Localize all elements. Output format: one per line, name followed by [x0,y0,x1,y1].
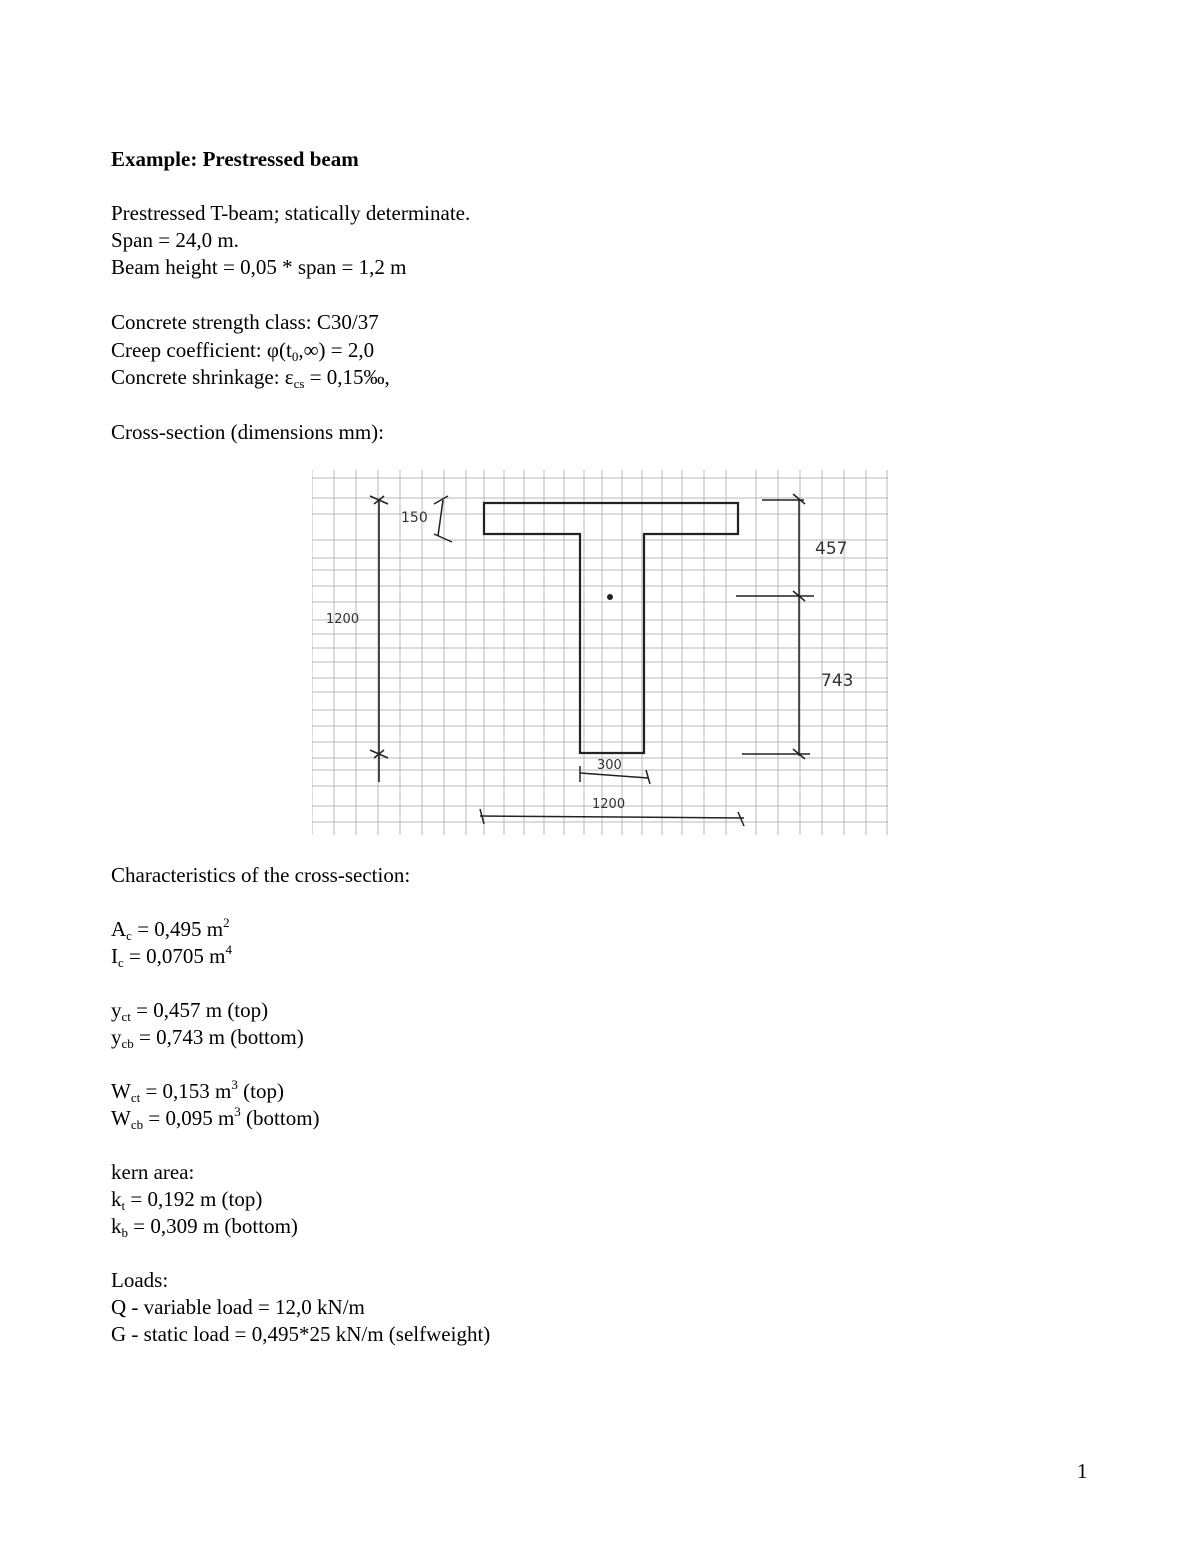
height-dimension [370,496,388,782]
bottom-distance-label: 743 [821,671,854,691]
cross-section-heading: Cross-section (dimensions mm): [111,420,384,444]
page-number: 1 [1077,1459,1088,1483]
loads-heading: Loads: [111,1268,169,1292]
ycb-line: $y_{cb} = 0,743$ m (bottom) [111,1025,304,1051]
characteristics-heading: Characteristics of the cross-section: [111,863,411,887]
static-load-line: G - static load = 0,495*25 kN/m (selfweight) [111,1322,491,1346]
height-label: 1200 [326,612,360,627]
web-label: 300 [597,758,622,773]
top-distance-label: 457 [815,539,848,559]
creep-line: Creep coefficient: $\varphi(t_0,\infty) = 2,0$ [111,338,375,364]
flange-dimension [434,496,452,542]
flange-label: 150 [401,510,428,526]
beam-height-line: Beam height = 0,05 * span = 1,2 m [111,255,407,279]
kt-line: $k_t = 0,192$ m (top) [111,1187,263,1213]
area-line: $A_c = 0,495$ $m^2$ [111,915,230,943]
inertia-line: $I_c = 0,0705$ $m^4$ [111,942,232,970]
variable-load-line: Q - variable load = 12,0 kN/m [111,1295,365,1319]
centroid-dot [607,594,613,600]
document-title: Example: Prestressed beam [111,147,359,171]
kern-area-heading: kern area: [111,1160,195,1184]
intro-line-1: Prestressed T-beam; statically determinate. [111,201,471,225]
kb-line: $k_b = 0,309$ m (bottom) [111,1214,298,1240]
grid-paper [312,470,888,835]
wct-line: $W_{ct} = 0,153$ $m^3$ (top) [111,1077,284,1105]
span-line: Span = 24,0 m. [111,228,239,252]
wcb-line: $W_{cb} = 0,095$ $m^3$ (bottom) [111,1104,320,1132]
yct-line: $y_{ct} = 0,457$ m (top) [111,998,269,1024]
strength-class-line: Concrete strength class: C30/37 [111,310,379,334]
cross-section-sketch [312,470,888,835]
shrinkage-line: Concrete shrinkage: $\varepsilon_{cs}$ = 0,15‰, [111,365,390,391]
width-label: 1200 [592,797,626,812]
right-dimensions [736,494,814,759]
